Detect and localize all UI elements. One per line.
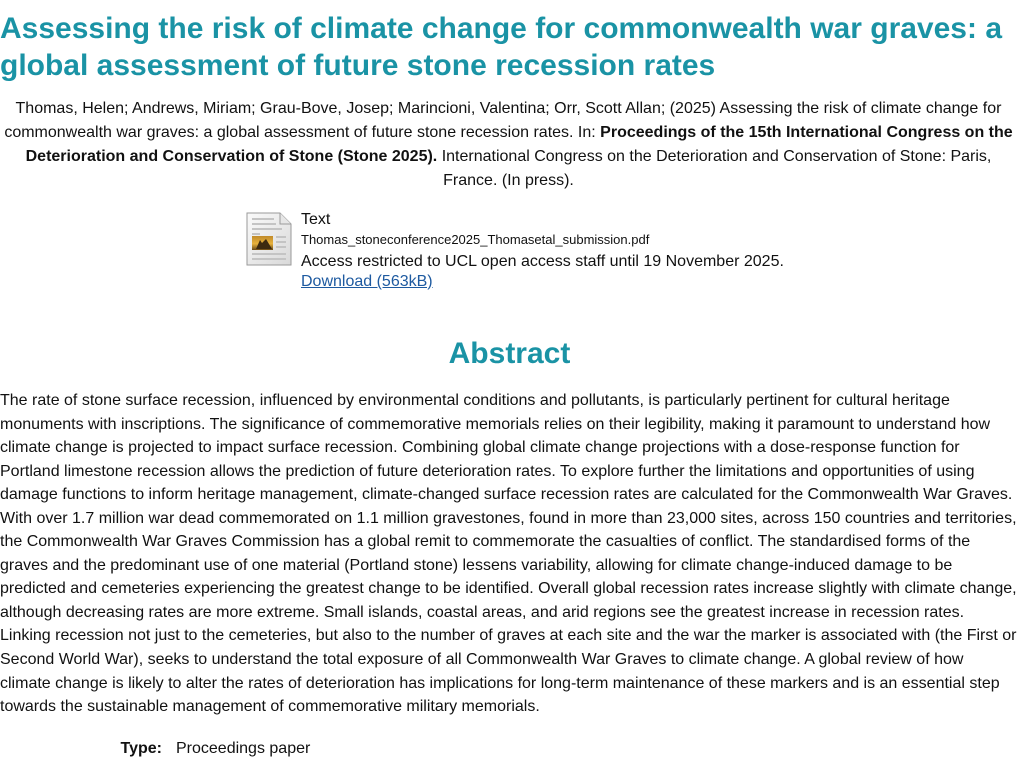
citation-authors: Thomas, Helen; Andrews, Miriam; Grau-Bove, Josep; Marincioni, Valentina; Orr, Scott Allan; (2025) Assessing the risk of climate change for commonwealth war graves: a global assessment of future stone recession rates. In: xyxy=(4,100,1002,141)
metadata-type-value: Proceedings paper xyxy=(176,740,311,757)
download-link[interactable]: Download (563kB) xyxy=(301,273,433,290)
file-type: Text xyxy=(301,211,331,228)
metadata-type-row xyxy=(0,737,400,761)
citation-proceedings: Proceedings of the 15th International Congress on the Deterioration and Conservation of Stone (Stone 2025). xyxy=(25,124,1013,165)
file-info xyxy=(301,210,841,291)
citation-publisher: International Congress on the Deterioration and Conservation of Stone: Paris, France. (In press). xyxy=(441,148,992,189)
abstract-text: The rate of stone surface recession, influenced by environmental conditions and pollutants, is particularly pertinent for cultural heritage monuments with inscriptions. The significance of commemorative memorials relies on their legibility, making it paramount to understand how climate change is projected to impact surface recession. Combining global climate change projections with a dose-response function for Portland limestone recession allows the prediction of future deterioration rates. To explore further the limitations and opportunities of using damage functions to inform heritage management, climate-changed surface recession rates are calculated for the Commonwealth War Graves. With over 1.7 million war dead commemorated on 1.1 million gravestones, found in more than 23,000 sites, across 150 countries and territories, the Commonwealth War Graves Commission has a global remit to commemorate the casualties of conflict. The standardised forms of the graves and the predominant use of one material (Portland stone) lessens variability, allowing for climate change-induced damage to be predicted and cemeteries experiencing the greatest change to be identified. Overall global recession rates increase slightly with climate change, although decreasing rates are more extreme. Small islands, coastal areas, and arid regions see the greatest increase in recession rates. Linking recession not just to the cemeteries, but also to the number of graves at each site and the war the marker is associated with (the First or Second World War), seeks to understand the total exposure of all Commonwealth War Graves to climate change. A global review of how climate change is likely to alter the rates of deterioration has implications for long-term maintenance of these markers and is an essential step towards the sustainable management of commemorative military memorials. xyxy=(0,392,1017,716)
citation xyxy=(0,97,1017,193)
file-access-notice: Access restricted to UCL open access staff until 19 November 2025. xyxy=(301,253,784,270)
file-attachment xyxy=(246,210,846,294)
page-title: Assessing the risk of climate change for commonwealth war graves: a global assessment of future stone recession rates xyxy=(0,12,1002,82)
abstract-heading: Abstract xyxy=(448,337,571,370)
pdf-document-icon[interactable] xyxy=(246,212,292,266)
file-name: Thomas_stoneconference2025_Thomasetal_submission.pdf xyxy=(301,232,650,247)
metadata-type-label: Type: xyxy=(120,740,162,757)
